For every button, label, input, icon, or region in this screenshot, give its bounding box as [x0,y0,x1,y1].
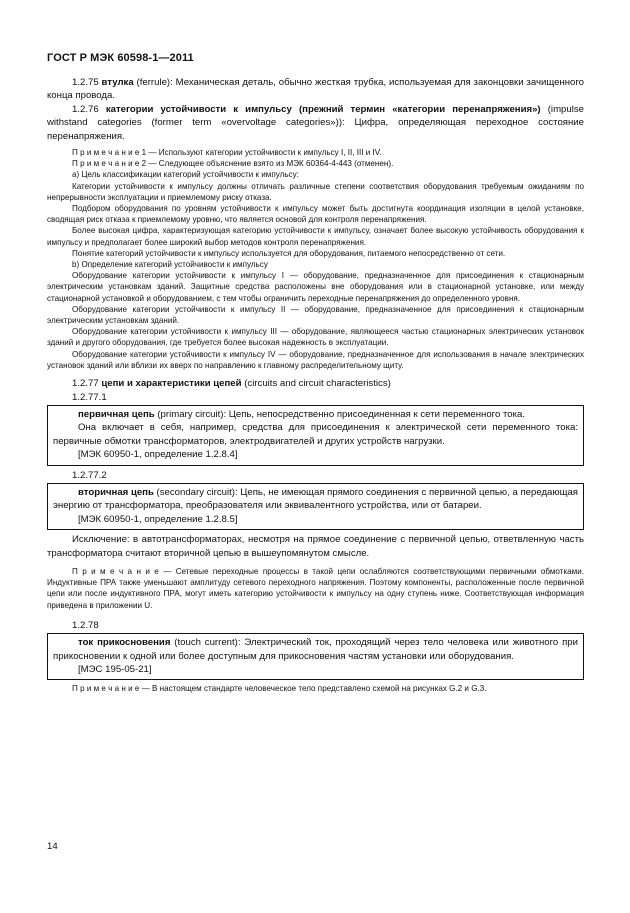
definition-box-touch-current: ток прикосновения (touch current): Электрический ток, проходящий через тело человека или животного при прикосновении к одной или более доступным для прикосновения частям установки или оборудования. [МЭС 195-05-21] [47,633,584,680]
note-2: П р и м е ч а н и е 2 — Следующее объяснение взято из МЭК 60364-4-443 (отменен). [72,159,394,169]
term-secondary-circuit: вторичная цепь [78,486,154,498]
reference-iec-60950-1-1-2-8-4: [МЭК 60950-1, определение 1.2.8.4] [78,449,238,461]
clause-1-2-75: 1.2.75 втулка (ferrule): Механическая деталь, обычно жесткая трубка, используемая для законцовки зачищенного конца провода. [47,77,584,102]
note-b-2: Оборудование категории устойчивости к импульсу II — оборудование, предназначенное для присоединения к стационарным электрическим установкам зданий. [47,304,584,326]
note-b-3: Оборудование категории устойчивости к импульсу III — оборудование, являющееся частью стационарных электрических установок зданий и другого оборудования, где требуется более высокая надежность в эксплуатации. [47,327,584,348]
note-a-1: Категории устойчивости к импульсу должны отличать различные степени соответствия оборудования требуемым ожиданиям по непрерывности эксплуатации и приемлемому риску отказа. [47,181,584,202]
clause-1-2-76: 1.2.76 категории устойчивости к импульсу (прежний термин «категории перенапряжения») (impulse withstand categories (former term «overvoltage categories»)): Цифра, определяющая переходное состояние перенапряжения. [47,103,584,142]
reference-iev-195-05-21: [МЭС 195-05-21] [78,664,152,675]
page-number: 14 [47,841,58,852]
definition-box-primary-circuit: первичная цепь (primary circuit): Цепь, непосредственно присоединенная к сети переменного тока. Она включает в себя, например, средства для присоединения к электрической сети переменного тока: первичные обмотки трансформаторов, электродвигателей и других устройств нагрузки. [МЭК 60950-1, определение 1.2.8.4] [47,405,584,466]
clause-1-2-77-2: 1.2.77.2 [72,469,107,481]
note-b-4: Оборудование категории устойчивости к импульсу IV — оборудование, предназначенное для использования в начале электрических установок зданий или вблизи их вверх по направлению к главному распределительному щиту. [47,349,584,370]
note-human-body: П р и м е ч а н и е — В настоящем стандарте человеческое тело представлено схемой на рисунках G.2 и G.3. [72,684,487,694]
exception-autotransformers: Исключение: в автотрансформаторах, несмотря на прямое соединение с первичной цепью, ответвленную часть трансформатора считают вторичной цепью в вышеупомянутом смысле. [47,534,584,559]
note-transients: П р и м е ч а н и е — Сетевые переходные процессы в такой цепи ослабляются соответствующими первичными обмотками. Индуктивные ПРА также уменьшают амплитуду сетевого переходного напряжения. Поэтому компоненты, расположенные после первичной цепи или после индуктивного ПРА, могут иметь категорию устойчивости к импульсу на одну ступень ниже. Соответствующая информация приведена в приложении U. [47,566,585,610]
term-ferrule: втулка [101,77,134,88]
note-a-4: Понятие категорий устойчивости к импульсу используется для оборудования, питаемого непосредственно от сети. [72,248,506,258]
term-circuits: цепи и характеристики цепей [101,378,242,390]
note-1: П р и м е ч а н и е 1 — Используют категории устойчивости к импульсу I, II, III и IV. [72,148,382,158]
clause-1-2-78: 1.2.78 [72,619,99,631]
reference-iec-60950-1-1-2-8-5: [МЭК 60950-1, определение 1.2.8.5] [78,513,238,525]
term-impulse-withstand: категории устойчивости к импульсу (прежний термин «категории перенапряжения») [105,103,541,115]
note-a-title: а) Цель классификации категорий устойчивости к импульсу: [72,170,299,180]
clause-1-2-77-1: 1.2.77.1 [72,391,107,403]
document-body [47,76,584,695]
clause-1-2-77: 1.2.77 цепи и характеристики цепей (circuits and circuit characteristics) [72,378,391,390]
note-b-title: b) Определение категорий устойчивости к импульсу [72,260,268,270]
note-a-2: Подбором оборудования по уровням устойчивости к импульсу может быть достигнута координация изоляции в целой установке, сводящая риск отказа к приемлемому уровню, что является основой для контроля перенапряжения. [47,204,584,225]
note-a-3: Более высокая цифра, характеризующая категорию устойчивости к импульсу, означает более высокую устойчивость оборудования к импульсу и предполагает более широкий выбор методов контроля перенапряжения. [47,226,584,247]
note-b-1: Оборудование категории устойчивости к импульсу I — оборудование, предназначенное для присоединения к стационарным электрическим установкам зданий. Защитные средства расположены вне оборудования или в стационарной установке, или между стационарной установкой и оборудованием, с тем чтобы ограничить переходные перенапряжения до определенного уровня. [47,271,584,303]
document-header: ГОСТ Р МЭК 60598-1—2011 [47,52,194,64]
term-touch-current: ток прикосновения [78,637,171,649]
definition-box-secondary-circuit: вторичная цепь (secondary circuit): Цепь, не имеющая прямого соединения с первичной цепью, а передающая энергию от трансформатора, преобразователя или эквивалентного устройства, или от батареи. [МЭК 60950-1, определение 1.2.8.5] [47,483,584,530]
term-primary-circuit: первичная цепь [78,408,155,420]
